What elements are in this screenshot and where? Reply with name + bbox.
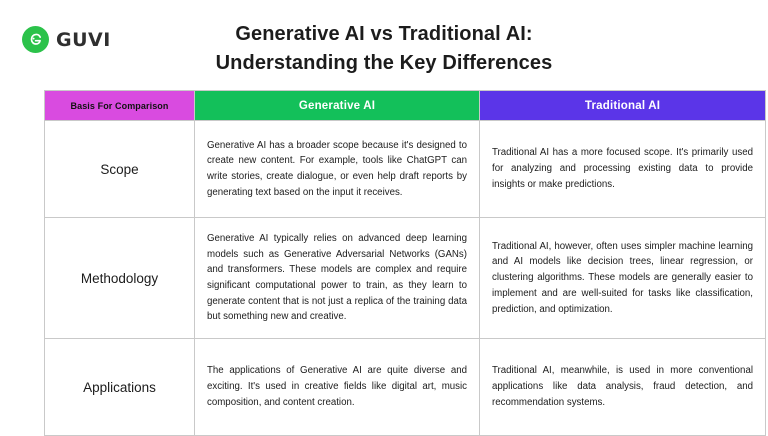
brand-name: GUVI [56, 28, 111, 51]
cell-scope-generative: Generative AI has a broader scope because it's designed to create new content. For example, tools like ChatGPT can write stories, create dialogue, or even help draft reports by generating text based on the input it receives. [195, 121, 480, 218]
column-header-basis: Basis For Comparison [45, 91, 195, 121]
cell-scope-traditional: Traditional AI has a more focused scope. It's primarily used for analyzing and processing existing data to provide insights or make predictions. [480, 121, 766, 218]
table-row [45, 218, 766, 339]
comparison-table [44, 90, 766, 436]
row-label-applications: Applications [45, 339, 195, 436]
page-title [0, 20, 768, 78]
table-header-row [45, 91, 766, 121]
table-header [45, 91, 766, 121]
table-row [45, 121, 766, 218]
comparison-table-container [44, 90, 753, 436]
row-label-methodology: Methodology [45, 218, 195, 339]
table-body [45, 121, 766, 436]
table-row [45, 339, 766, 436]
row-label-scope: Scope [45, 121, 195, 218]
cell-methodology-traditional: Traditional AI, however, often uses simpler machine learning and AI models like decision trees, linear regression, or clustering algorithms. These models are generally easier to implement and are well-suited for tasks like classification, prediction, and optimization. [480, 218, 766, 339]
cell-applications-traditional: Traditional AI, meanwhile, is used in more conventional applications like data analysis, fraud detection, and recommendation systems. [480, 339, 766, 436]
page-title-line-1: Generative AI vs Traditional AI: [235, 23, 533, 45]
column-header-traditional-ai: Traditional AI [480, 91, 766, 121]
column-header-generative-ai: Generative AI [195, 91, 480, 121]
page-title-line-2: Understanding the Key Differences [215, 52, 553, 74]
cell-applications-generative: The applications of Generative AI are quite diverse and exciting. It's used in creative fields like digital art, music composition, and content creation. [195, 339, 480, 436]
cell-methodology-generative: Generative AI typically relies on advanced deep learning models such as Generative Adversarial Networks (GANs) and transformers. These models are complex and require significant computational power to train, as they learn to generate content that is not just a replica of the training data but something new and creative. [195, 218, 480, 339]
